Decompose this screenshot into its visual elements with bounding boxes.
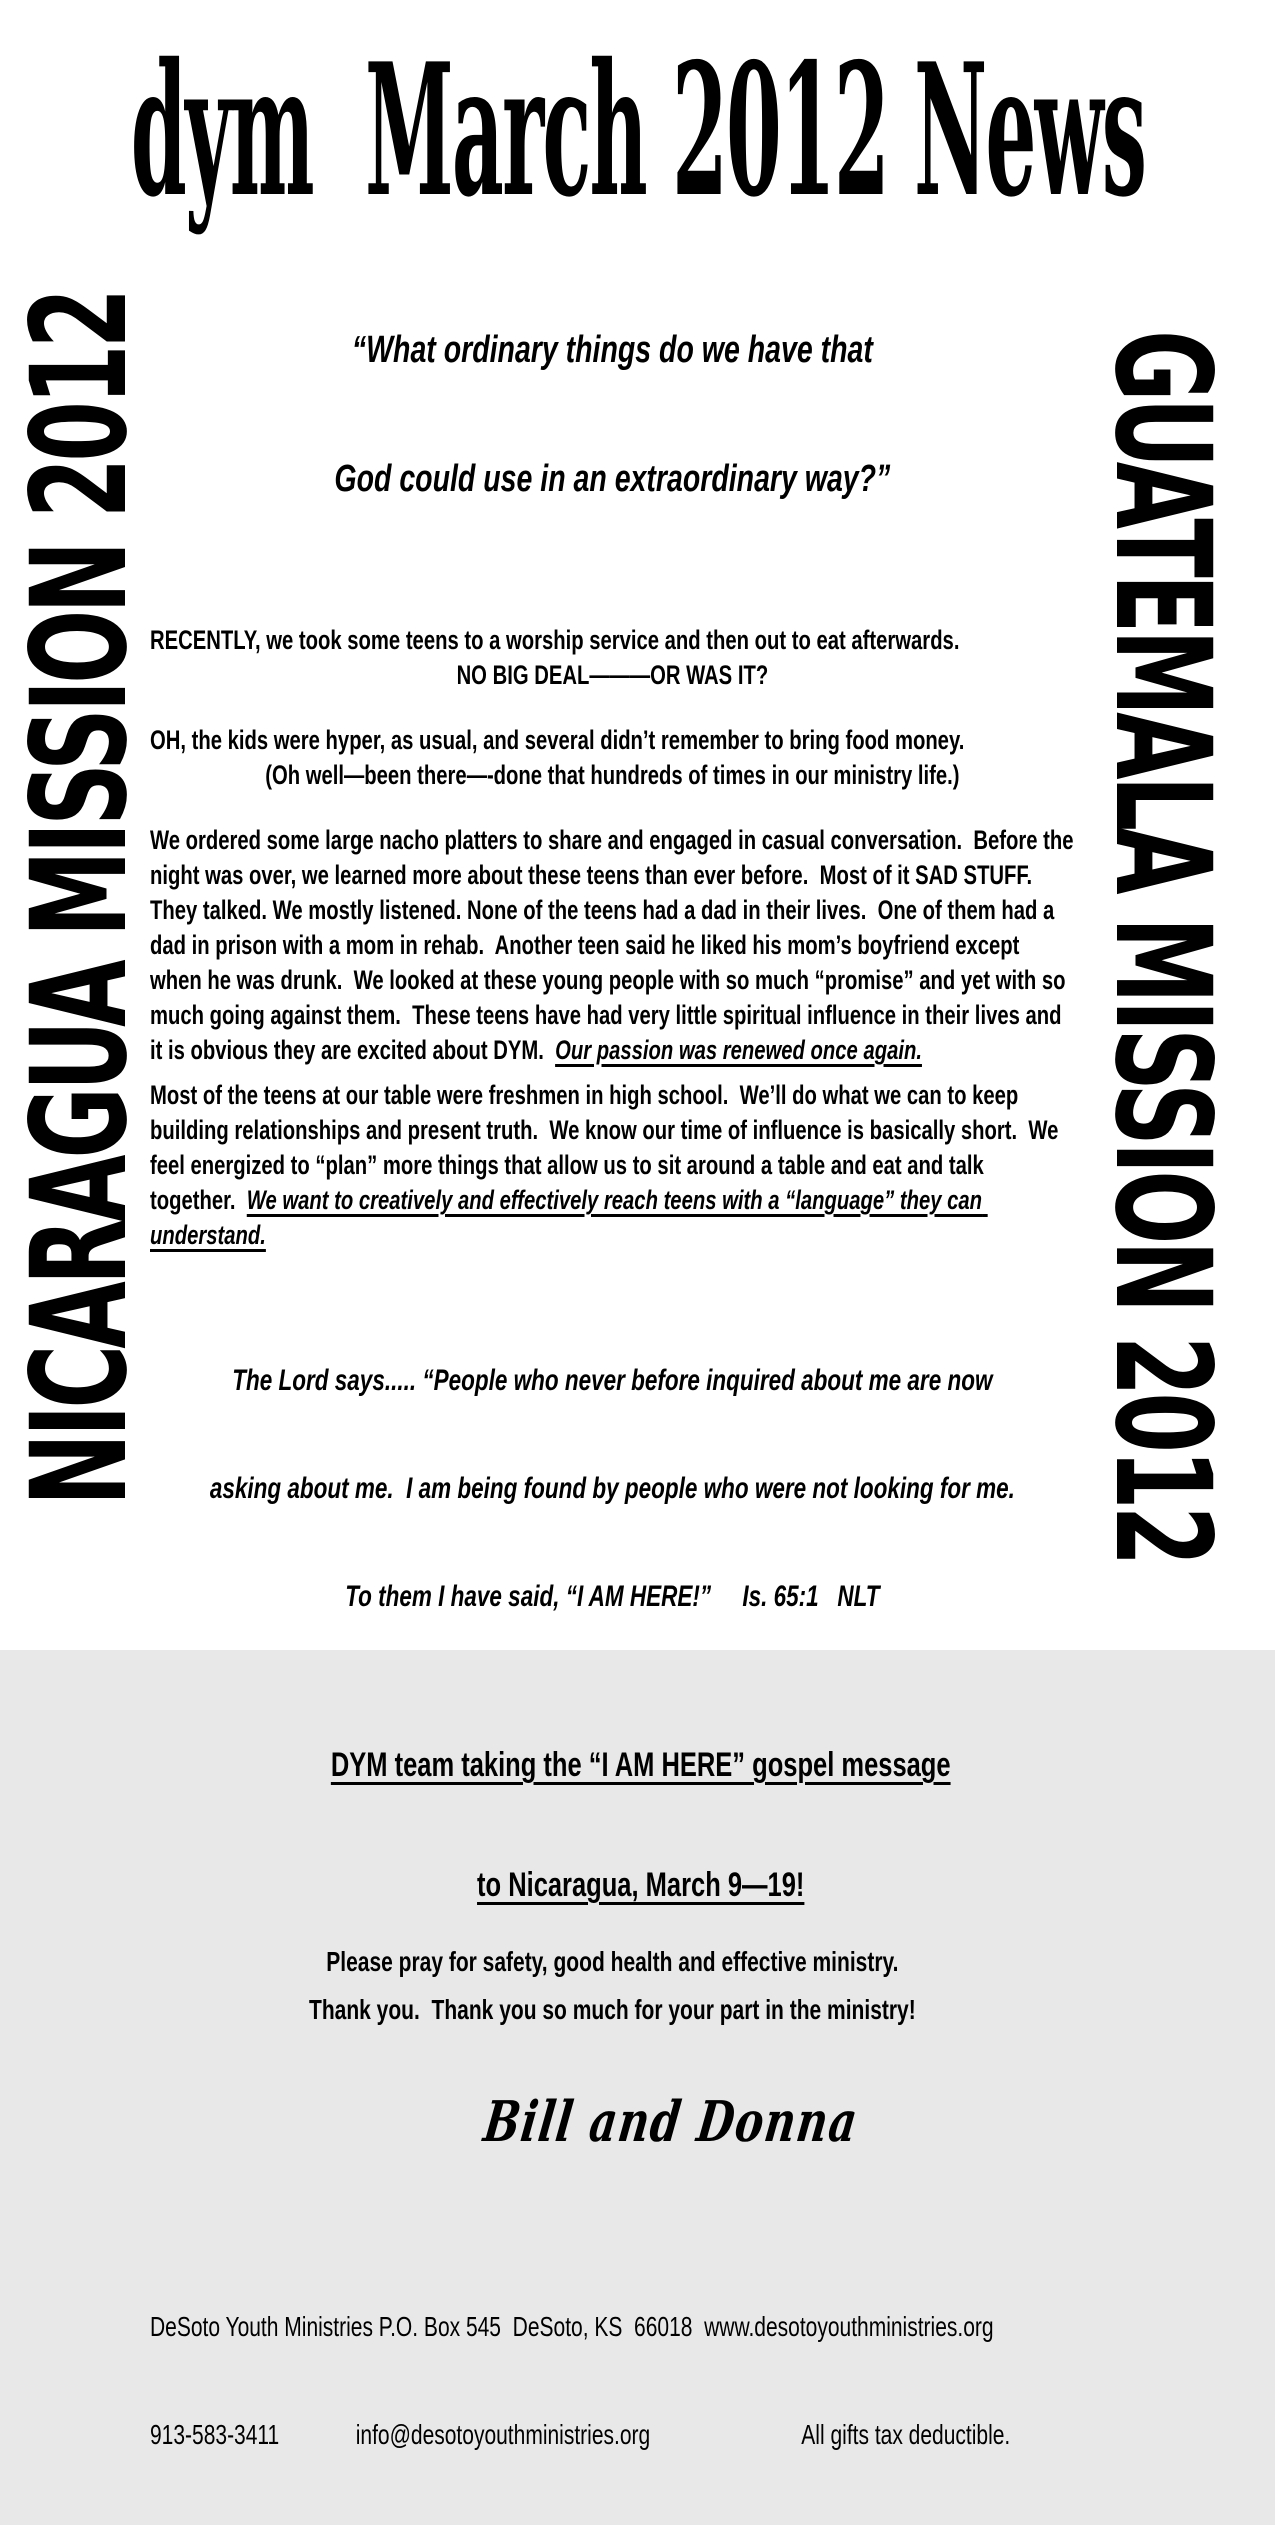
announcement-heading-line1: DYM team taking the “I AM HERE” gospel message [330, 1746, 951, 1784]
scripture-line3: To them I have said, “I AM HERE!” Is. 65:1 NLT [345, 1580, 880, 1613]
announcement-heading-line2: to Nicaragua, March 9—19! [477, 1866, 805, 1904]
masthead-title: dym March 2012 News [130, 23, 1145, 237]
freshmen-text: Most of the teens at our table were freshmen in high school. We’ll do what we can to keep building relationships and present truth. We know our time of influence is basically short. We feel energized to “plan” more things that allow us to sit around a table and eat and talk together. [150, 1080, 1065, 1215]
scripture-line1: The Lord says..... “People who never before inquired about me are now [232, 1364, 993, 1397]
banner-guatemala-text: GUATEMALA MISSION 2012 [1085, 330, 1239, 1563]
banner-guatemala-mission [1085, 330, 1239, 1563]
theme-quote [150, 243, 1075, 587]
signature [150, 2029, 1075, 2215]
footer-contact-line [150, 2417, 1075, 2453]
footer-contact-block [150, 2237, 1075, 2525]
paragraph-nacho-story [150, 823, 1080, 1068]
banner-nicaragua-mission [3, 291, 157, 1506]
prayer-request-line: Please pray for safety, good health and effective ministry. [326, 1946, 899, 1977]
paragraph-been-there: (Oh well—been there—-done that hundreds of times in our ministry life.) [265, 760, 960, 790]
scripture-quote [150, 1291, 1075, 1687]
passion-renewed-emphasis: Our passion was renewed once again. [555, 1035, 922, 1065]
theme-quote-line1: “What ordinary things do we have that [351, 329, 873, 371]
footer-phone: 913-583-3411 [150, 2419, 280, 2450]
footer-tax-note: All gifts tax deductible. [801, 2419, 1011, 2450]
footer-email: info@desotoyouthministries.org [355, 2419, 651, 2450]
newsletter-body-column [150, 243, 1080, 2525]
paragraph-kids-hyper: OH, the kids were hyper, as usual, and several didn’t remember to bring food money. [150, 725, 965, 755]
banner-nicaragua-text: NICARAGUA MISSION 2012 [3, 291, 157, 1506]
theme-quote-line2: God could use in an extraordinary way?” [334, 458, 891, 500]
paragraph-no-big-deal: NO BIG DEAL———OR WAS IT? [456, 660, 769, 690]
paragraph-recently: RECENTLY, we took some teens to a worship service and then out to eat afterwards. [150, 625, 960, 655]
thank-you-note: Thank you. Thank you so much for your part in the ministry! [309, 1994, 916, 2025]
footer-address: DeSoto Youth Ministries P.O. Box 545 DeSoto, KS 66018 www.desotoyouthministries.org [150, 2311, 994, 2342]
nacho-story-text: We ordered some large nacho platters to share and engaged in casual conversation. Before the night was over, we learned more about these teens than ever before. Most of it SAD STUFF. They talked. We mostly listened. None of the teens had a dad in their lives. One of them had a dad in prison with a mom in rehab. Another teen said he liked his mom’s boyfriend except when he was drunk. We looked at these young people with so much “promise” and yet with so much going against them. These teens have had very little spiritual influence in their lives and it is obvious they are excited about DYM. [150, 825, 1080, 1065]
signature-text: Bill and Donna [479, 2089, 862, 2155]
scripture-line2: asking about me. I am being found by people who were not looking for me. [209, 1472, 1015, 1505]
paragraph-freshmen [150, 1078, 1075, 1253]
reach-teens-emphasis: We want to creatively and effectively reach teens with a “language” they can understand. [150, 1185, 988, 1250]
